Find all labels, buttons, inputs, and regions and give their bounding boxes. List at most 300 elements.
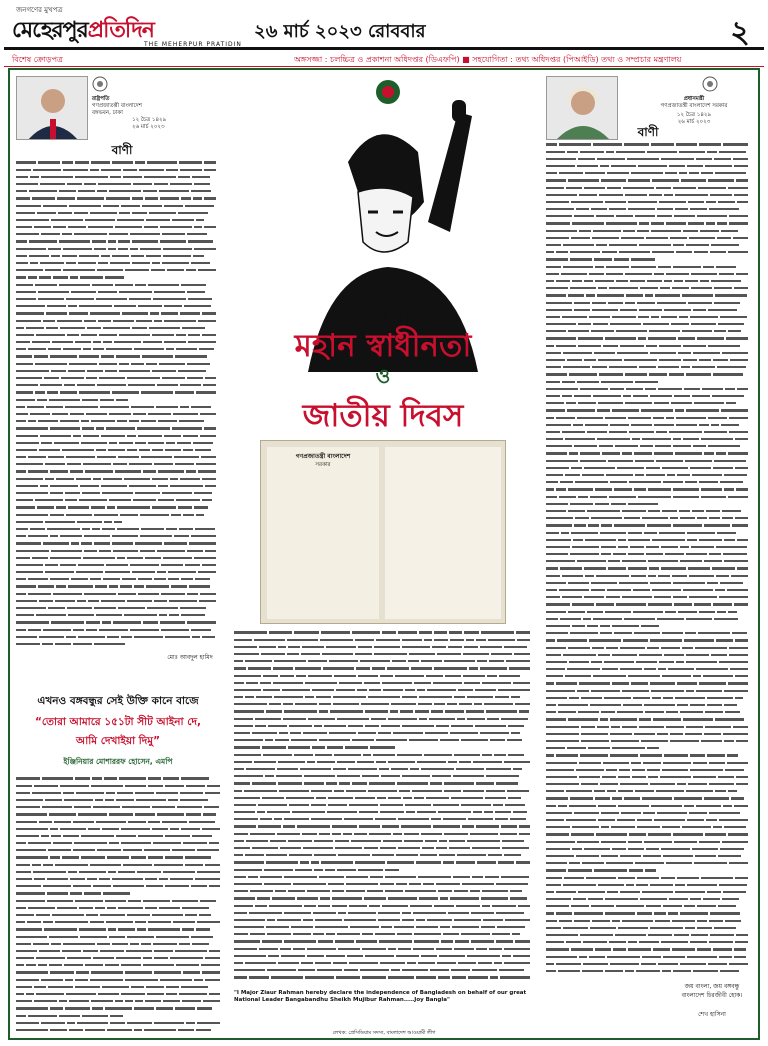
quote-line2: “তোরা আমারে ১৫১টা সীট আইনা দে, [35, 716, 201, 728]
text-line [546, 322, 752, 329]
main-title-2: জাতীয় দিবস [302, 398, 464, 434]
text-line [234, 918, 534, 925]
text-line [234, 788, 534, 795]
text-line [546, 753, 752, 760]
masthead-tagline: জনগণের মুখপত্র [16, 6, 63, 14]
text-line [16, 934, 224, 941]
text-line [546, 415, 752, 422]
text-line [16, 527, 220, 534]
text-line [16, 584, 220, 591]
pm-date-en: ২৬ মার্চ ২০২৩ [677, 119, 711, 125]
quote-author: ইঞ্জিনিয়ার মোশাররফ হোসেন, এমপি [63, 757, 173, 766]
text-line [546, 530, 752, 537]
text-line [546, 271, 752, 278]
text-line [16, 232, 220, 239]
text-line [16, 1013, 224, 1020]
text-line [16, 869, 224, 876]
pm-photo-icon [547, 77, 618, 140]
independence-document-image [260, 440, 506, 624]
president-role: রাষ্ট্রপতি [92, 96, 110, 102]
text-line [546, 868, 752, 875]
text-line [546, 214, 752, 221]
text-line [546, 969, 752, 976]
text-line [16, 1020, 224, 1027]
logo-part1: মেহেরপুর [12, 18, 88, 43]
text-line [16, 491, 220, 498]
quote-box [12, 686, 224, 772]
text-line [546, 566, 752, 573]
text-line [546, 645, 752, 652]
text-line [234, 781, 534, 788]
text-line [16, 289, 220, 296]
text-line [546, 171, 752, 178]
text-line [16, 548, 220, 555]
text-line [234, 838, 534, 845]
text-line [16, 805, 224, 812]
text-line [546, 775, 752, 782]
text-line [234, 637, 534, 644]
text-line [16, 913, 224, 920]
text-line [546, 890, 752, 897]
text-line [16, 855, 224, 862]
text-line [16, 318, 220, 325]
text-line [16, 253, 220, 260]
text-line [234, 731, 534, 738]
text-line [16, 862, 224, 869]
text-line [16, 311, 220, 318]
president-org: গণপ্রজাতন্ত্রী বাংলাদেশ [92, 103, 142, 109]
text-line [234, 738, 534, 745]
text-line [16, 591, 220, 598]
text-line [546, 854, 752, 861]
president-date-bn: ১২ চৈত্র ১৪২৯ [132, 117, 167, 123]
text-line [16, 347, 220, 354]
text-line [546, 164, 752, 171]
text-line [546, 652, 752, 659]
masthead-subtitle: THE MEHERPUR PRATIDIN [144, 41, 242, 48]
text-line [16, 620, 220, 627]
text-line [546, 911, 752, 918]
document-left-page [267, 447, 379, 619]
text-line [16, 361, 220, 368]
text-line [16, 167, 220, 174]
text-line [16, 841, 224, 848]
text-line [546, 897, 752, 904]
pm-date-bn: ১২ চৈত্র ১৪২৯ [676, 112, 712, 118]
text-line [16, 798, 224, 805]
text-line [16, 783, 224, 790]
text-line [234, 824, 534, 831]
text-line [546, 408, 752, 415]
text-line [16, 325, 220, 332]
text-line [234, 889, 534, 896]
text-line [546, 861, 752, 868]
text-line [234, 803, 534, 810]
text-line [546, 480, 752, 487]
text-line [546, 818, 752, 825]
text-line [546, 624, 752, 631]
text-line [546, 300, 752, 307]
text-line [546, 537, 752, 544]
text-line [234, 968, 534, 975]
text-line [234, 752, 534, 759]
text-line [16, 239, 220, 246]
quote-line3: আমি দেখাইয়া দিমু” [75, 735, 161, 747]
text-line [16, 333, 220, 340]
text-line [16, 282, 220, 289]
document-right-page [385, 447, 501, 619]
text-line [546, 501, 752, 508]
text-line [234, 975, 534, 982]
text-line [234, 946, 534, 953]
text-line [16, 642, 220, 649]
text-line [546, 954, 752, 961]
main-title-amp: ও [375, 364, 391, 388]
text-line [16, 898, 224, 905]
text-line [234, 680, 534, 687]
text-line [16, 812, 224, 819]
text-line [546, 961, 752, 968]
text-line [546, 717, 752, 724]
text-line [16, 174, 220, 181]
text-line [16, 404, 220, 411]
text-line [546, 803, 752, 810]
text-line [546, 739, 752, 746]
text-line [546, 940, 752, 947]
text-line [546, 401, 752, 408]
pm-message [542, 72, 756, 1036]
text-line [234, 795, 534, 802]
text-line [16, 160, 220, 167]
text-line [546, 760, 752, 767]
text-line [16, 848, 224, 855]
text-line [16, 261, 220, 268]
newspaper-logo [12, 13, 154, 50]
credits-line: অঙ্গসজ্জা : চলচ্চিত্র ও প্রকাশনা অধিদপ্তর (ডিএফপি) ■ সহযোগিতা : তথ্য অধিদপ্তর (পিআইডি) তথ্য ও সম্প্রচার মন্ত্রণালয় [294, 55, 682, 64]
text-line [16, 390, 220, 397]
text-line [16, 570, 220, 577]
pm-meta [638, 96, 750, 126]
text-line [16, 598, 220, 605]
text-line [234, 882, 534, 889]
text-line [546, 458, 752, 465]
text-line [234, 867, 534, 874]
text-line [16, 275, 220, 282]
text-line [16, 469, 220, 476]
text-line [16, 992, 224, 999]
text-line [546, 315, 752, 322]
text-line [16, 555, 220, 562]
text-line [546, 444, 752, 451]
text-line [234, 903, 534, 910]
text-line [234, 853, 534, 860]
text-line [234, 745, 534, 752]
text-line [546, 149, 752, 156]
text-line [234, 673, 534, 680]
text-line [546, 825, 752, 832]
text-line [546, 386, 752, 393]
text-line [16, 577, 220, 584]
text-line [546, 710, 752, 717]
text-line [16, 956, 224, 963]
issue-date: ২৬ মার্চ ২০২৩ রোববার [254, 21, 426, 42]
text-line [16, 963, 224, 970]
emblem-icon-right [702, 76, 718, 92]
text-line [546, 350, 752, 357]
text-line [16, 189, 220, 196]
text-line [234, 896, 534, 903]
text-line [16, 891, 224, 898]
text-line [546, 904, 752, 911]
text-line [16, 368, 220, 375]
text-line [16, 512, 220, 519]
text-line [234, 810, 534, 817]
pm-signature: শেখ হাসিনা [698, 1011, 726, 1018]
text-line [546, 473, 752, 480]
text-line [16, 984, 224, 991]
president-photo-icon [17, 77, 88, 140]
text-line [234, 874, 534, 881]
president-meta [92, 96, 212, 131]
text-line [234, 659, 534, 666]
text-line [234, 709, 534, 716]
text-line [546, 509, 752, 516]
text-line [546, 422, 752, 429]
text-line [546, 365, 752, 372]
text-line [546, 437, 752, 444]
masthead [4, 4, 764, 50]
text-line [16, 920, 224, 927]
text-line [546, 250, 752, 257]
text-line [546, 142, 752, 149]
text-line [546, 832, 752, 839]
text-line [546, 731, 752, 738]
text-line [546, 667, 752, 674]
text-line [16, 383, 220, 390]
text-line [546, 523, 752, 530]
president-date-en: ২৬ মার্চ ২০২৩ [132, 124, 165, 130]
text-line [546, 925, 752, 932]
text-line [546, 602, 752, 609]
text-line [546, 494, 752, 501]
text-line [546, 178, 752, 185]
text-line [16, 340, 220, 347]
text-line [546, 695, 752, 702]
text-line [16, 483, 220, 490]
text-line [546, 487, 752, 494]
text-line [16, 246, 220, 253]
text-line [234, 860, 534, 867]
text-line [16, 433, 220, 440]
special-supplement-label: বিশেষ ক্রোড়পত্র [12, 55, 63, 64]
text-line [546, 595, 752, 602]
text-line [16, 949, 224, 956]
pm-closing-line2: বাংলাদেশ চিরজীবী হোক। [681, 992, 743, 999]
text-line [234, 630, 534, 637]
text-line [234, 846, 534, 853]
text-line [16, 927, 224, 934]
pm-org: গণপ্রজাতন্ত্রী বাংলাদেশ সরকার [660, 103, 728, 109]
text-line [16, 419, 220, 426]
president-message-heading: বাণী [111, 143, 133, 157]
text-line [16, 613, 220, 620]
text-line [16, 426, 220, 433]
text-line [546, 660, 752, 667]
text-line [546, 307, 752, 314]
text-line [546, 192, 752, 199]
text-line [546, 394, 752, 401]
text-line [16, 941, 224, 948]
president-place: বঙ্গভবন, ঢাকা [92, 110, 123, 116]
text-line [546, 207, 752, 214]
president-portrait [16, 76, 88, 140]
text-line [546, 293, 752, 300]
text-line [16, 790, 224, 797]
text-line [16, 505, 220, 512]
text-line [16, 297, 220, 304]
text-line [546, 875, 752, 882]
text-line [546, 674, 752, 681]
text-line [16, 970, 224, 977]
pm-closing-line1: জয় বাংলা, জয় বঙ্গবন্ধু [684, 983, 740, 990]
text-line [16, 606, 220, 613]
text-line [234, 925, 534, 932]
text-line [546, 789, 752, 796]
text-line [16, 268, 220, 275]
text-line [16, 776, 224, 783]
text-line [234, 961, 534, 968]
text-line [16, 634, 220, 641]
text-line [546, 724, 752, 731]
text-line [234, 716, 534, 723]
text-line [546, 228, 752, 235]
text-line [234, 759, 534, 766]
text-line [16, 999, 224, 1006]
text-line [546, 846, 752, 853]
page-number: ২ [730, 15, 750, 50]
text-line [16, 905, 224, 912]
text-line [16, 440, 220, 447]
text-line [546, 947, 752, 954]
text-line [546, 545, 752, 552]
pm-portrait [546, 76, 618, 140]
text-line [546, 839, 752, 846]
text-line [16, 376, 220, 383]
document-caption-2: সরকার [315, 462, 331, 468]
text-line [546, 638, 752, 645]
text-line [16, 541, 220, 548]
text-line [16, 498, 220, 505]
text-line [16, 476, 220, 483]
pm-closing [672, 982, 752, 1019]
text-line [16, 210, 220, 217]
text-line [234, 774, 534, 781]
sponsor-strip [4, 52, 764, 67]
text-line [16, 354, 220, 361]
text-line [16, 412, 220, 419]
text-line [16, 534, 220, 541]
text-line [546, 451, 752, 458]
emblem-icon [92, 76, 152, 92]
text-line [16, 203, 220, 210]
text-line [234, 932, 534, 939]
text-line [546, 264, 752, 271]
text-line [546, 235, 752, 242]
text-line [16, 826, 224, 833]
text-line [234, 817, 534, 824]
document-caption-1: গণপ্রজাতন্ত্রী বাংলাদেশ [295, 453, 351, 460]
text-line [546, 933, 752, 940]
text-line [234, 666, 534, 673]
text-line [546, 580, 752, 587]
english-quote: "I Major Ziaur Rahman hereby declare the independence of Bangladesh on behalf of our great National Leader Bangabandhu Sheikh Mujibur Rahman.....Joy Bangla" [234, 990, 527, 1003]
main-title-1: মহান স্বাধীনতা [294, 328, 472, 364]
date-title: ২৬শে মার্চ [346, 304, 420, 325]
text-line [546, 257, 752, 264]
text-line [546, 200, 752, 207]
text-line [546, 336, 752, 343]
pm-message-heading: বাণী [637, 125, 659, 139]
text-line [16, 182, 220, 189]
text-line [546, 329, 752, 336]
text-line [16, 819, 224, 826]
text-line [546, 573, 752, 580]
quote-line1: এখনও বঙ্গবন্ধুর সেই উক্তি কানে বাজে [37, 695, 199, 707]
text-line [546, 796, 752, 803]
text-line [546, 516, 752, 523]
text-line [546, 279, 752, 286]
text-line [546, 609, 752, 616]
footer-credit: লেখক: প্রেসিডিয়াম সদস্য, বাংলাদেশ আওয়ামী লীগ [332, 1030, 436, 1036]
text-line [16, 519, 220, 526]
logo-part2: প্রতিদিন [87, 18, 154, 43]
text-line [546, 243, 752, 250]
text-line [546, 810, 752, 817]
text-line [234, 767, 534, 774]
text-line [234, 910, 534, 917]
text-line [234, 939, 534, 946]
text-line [546, 358, 752, 365]
text-line [546, 918, 752, 925]
pm-role: প্রধানমন্ত্রী [683, 96, 705, 102]
text-line [546, 767, 752, 774]
article-center-body [234, 630, 534, 982]
text-line [234, 644, 534, 651]
text-line [16, 196, 220, 203]
text-line [546, 616, 752, 623]
text-line [16, 563, 220, 570]
president-signature: মোঃ আবদুল হামিদ [167, 654, 213, 661]
text-line [546, 221, 752, 228]
text-line [546, 882, 752, 889]
text-line [16, 218, 220, 225]
text-line [16, 627, 220, 634]
text-line [234, 831, 534, 838]
text-line [546, 631, 752, 638]
text-line [234, 695, 534, 702]
text-line [546, 559, 752, 566]
text-line [16, 397, 220, 404]
text-line [546, 782, 752, 789]
president-body [16, 160, 220, 649]
text-line [546, 185, 752, 192]
text-line [16, 462, 220, 469]
text-line [234, 688, 534, 695]
text-line [546, 588, 752, 595]
text-line [546, 430, 752, 437]
text-line [546, 156, 752, 163]
text-line [234, 723, 534, 730]
